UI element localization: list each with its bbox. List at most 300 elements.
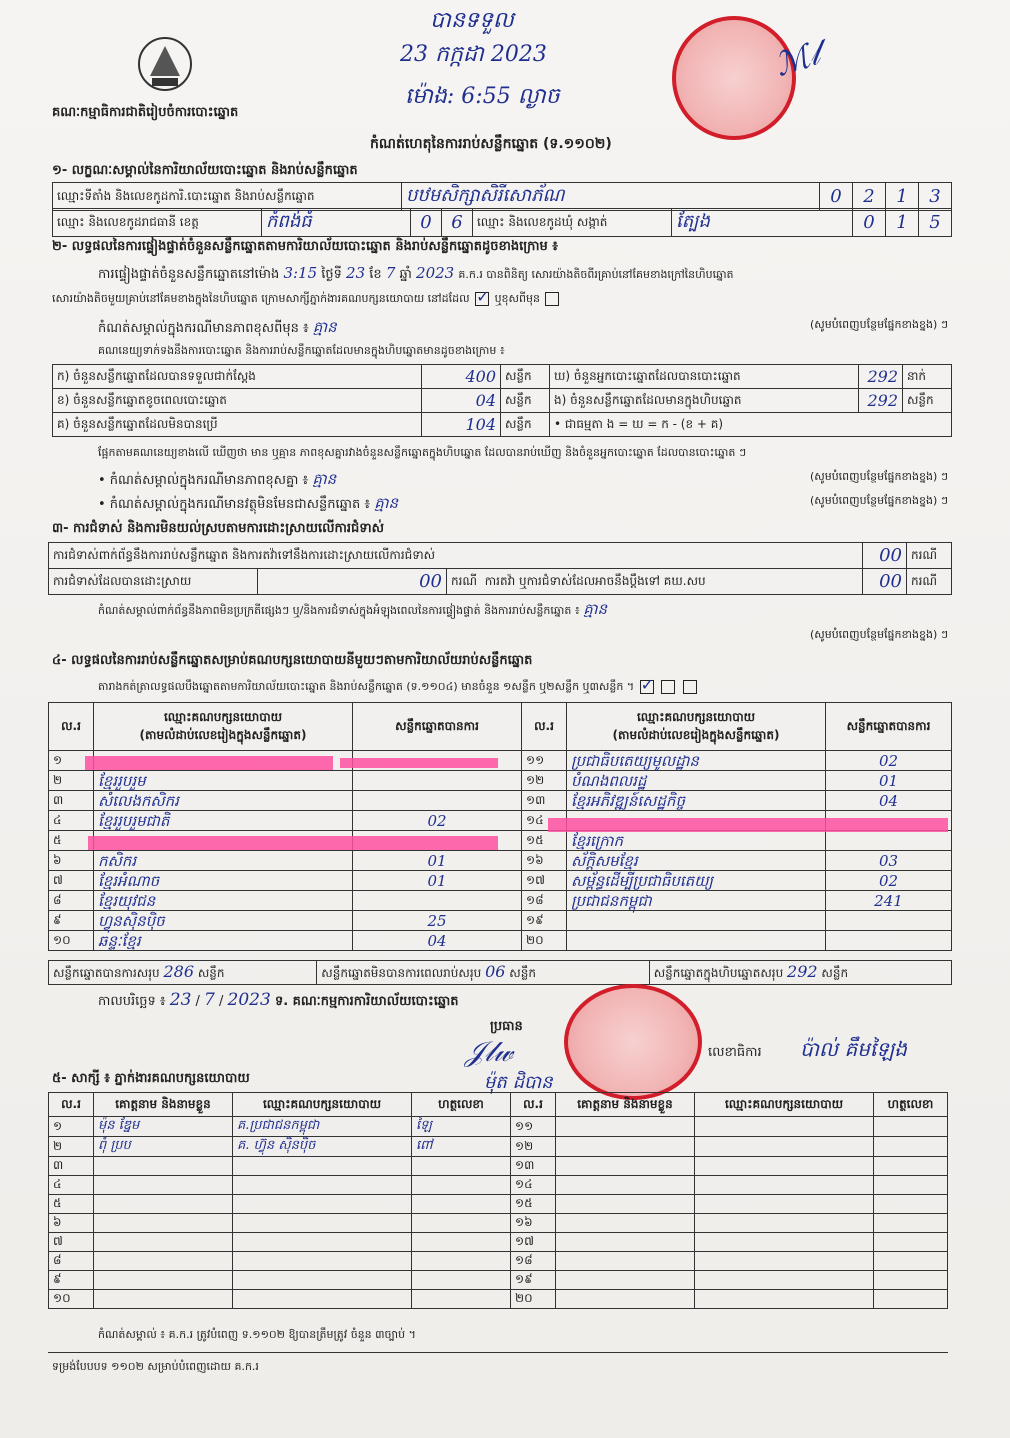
result-party-left: ខ្មែរយុវជន: [94, 891, 353, 911]
acct-right-value: 292: [859, 389, 903, 413]
s3-row2-right-label: ការតវ៉ា ឬការជំទាស់ដែលអាចនឹងប្ដឹងទៅ គឃ.សប: [484, 573, 706, 588]
s2-month-label: ខែ: [369, 267, 382, 282]
result-votes-left: 25: [353, 911, 522, 931]
result-votes-left: 02: [353, 811, 522, 831]
total-valid-unit: សន្លឹក: [197, 966, 225, 980]
highlight-row-14: [548, 818, 948, 832]
witness-sign-left: [412, 1290, 511, 1309]
result-votes-left: [353, 791, 522, 811]
w-col-no-right: ល.រ: [511, 1093, 556, 1117]
witness-name-left: ពុំ ប្រប: [94, 1137, 233, 1157]
witness-name-left: [94, 1290, 233, 1309]
witness-no-right: ១៨: [511, 1252, 556, 1271]
results-row: [49, 771, 952, 791]
one-sheet-checkbox[interactable]: [640, 680, 654, 694]
witness-party-left: គ. ហ៊្វុន ស៊ិនប៉ិច: [233, 1137, 412, 1157]
official-stamp-top: [672, 16, 796, 140]
result-no-left: ៨: [49, 891, 94, 911]
result-votes-left: [353, 891, 522, 911]
two-sheet-checkbox[interactable]: [661, 680, 675, 694]
s1-code-digit: 1: [886, 183, 919, 211]
result-party-right: [567, 911, 826, 931]
s2-month: 7: [385, 264, 396, 282]
result-votes-left: 04: [353, 931, 522, 951]
witness-party-left: [233, 1176, 412, 1195]
result-party-left: កសិករ: [94, 851, 353, 871]
result-votes-right: 03: [826, 851, 952, 871]
form-title: កំណត់ហេតុនៃការរាប់សន្លឹកឆ្នោត (ទ.១១០២): [370, 136, 612, 152]
acct-left-label: គ) ចំនួនសន្លឹកឆ្នោតដែលមិនបានប្រើ: [53, 413, 422, 437]
results-row: [49, 871, 952, 891]
witness-sign-right: [874, 1176, 948, 1195]
result-no-left: ៣: [49, 791, 94, 811]
s2-year-label: ឆ្នាំ: [399, 267, 412, 282]
result-party-left: ខ្មែរអំណាច: [94, 871, 353, 891]
section2-accounts-table: [52, 364, 952, 437]
result-no-right: ១៩: [522, 911, 567, 931]
result-votes-left: 01: [353, 871, 522, 891]
witness-row: [49, 1214, 948, 1233]
witness-no-right: ១៩: [511, 1271, 556, 1290]
col-party-left-sub: (តាមលំដាប់លេខរៀងក្នុងសន្លឹកឆ្នោត): [139, 727, 307, 742]
total-box-cell: [649, 961, 951, 985]
s1-commune-value: ត្បែង: [672, 209, 853, 237]
s3-row1-unit: ករណី: [907, 543, 952, 569]
s1-commune-digit: 1: [886, 209, 919, 237]
total-valid-cell: [49, 961, 317, 985]
witness-sign-right: [874, 1233, 948, 1252]
witness-row: [49, 1137, 948, 1157]
signature-top: ℳ𝓁: [770, 34, 825, 85]
witness-party-right: [695, 1252, 874, 1271]
highlight-row-1-votes: [340, 758, 498, 768]
s2-line1: [98, 264, 734, 285]
result-no-right: ១១: [522, 751, 567, 771]
witness-name-left: [94, 1271, 233, 1290]
s2-note2-label: • កំណត់សម្គាល់ក្នុងករណីមានវត្ថុមិនមែនជាសន្លឹកឆ្នោត ៖: [98, 497, 371, 512]
results-row: [49, 791, 952, 811]
result-no-right: ១២: [522, 771, 567, 791]
witness-name-left: [94, 1195, 233, 1214]
witness-sign-left: [412, 1214, 511, 1233]
result-no-left: ៩: [49, 911, 94, 931]
result-party-right: ខ្មែរក្រោក: [567, 831, 826, 851]
w-col-name-right: គោត្តនាម និងនាមខ្លួន: [556, 1093, 695, 1117]
witness-party-left: [233, 1290, 412, 1309]
s2-diff-text: ផ្អែកតាមគណនេយ្យខាងលើ ឃើញថា មាន ឬគ្មាន ភាពខុសគ្នារវាងចំនួនសន្លឹកឆ្នោតក្នុងហិបឆ្នោត ដែលបានរាប់ឃើញ និងចំនួនអ្នកបោះឆ្នោត ដែលបានបោះឆ្នោត ៗ: [98, 446, 747, 459]
s2-line1-prefix: ការផ្ទៀងផ្ទាត់ចំនួនសន្លឹកឆ្នោតនៅម៉ោង: [98, 267, 280, 282]
section2-title: ២- លទ្ធផលនៃការផ្ទៀងផ្ទាត់ចំនួនសន្លឹកឆ្នោតតាមការិយាល័យបោះឆ្នោត និងរាប់សន្លឹកឆ្នោតដូចខាងក្រោម ៖: [52, 239, 558, 254]
result-votes-right: 02: [826, 871, 952, 891]
w-col-sign-left: ហត្ថលេខា: [412, 1093, 511, 1117]
s1-code-digit: 0: [820, 183, 853, 211]
s3-row2-label: ការជំទាស់ដែលបានដោះស្រាយ: [49, 569, 258, 595]
total-invalid-cell: [317, 961, 649, 985]
total-valid-label: សន្លឹកឆ្នោតបានការសរុប: [53, 966, 160, 980]
date-label: កាលបរិច្ឆេទ ៖: [98, 994, 166, 1009]
s1-row1-value: បឋមសិក្សាសិរីសោភ័ណ: [402, 183, 820, 211]
s2-day-label: ថ្ងៃទី: [321, 267, 342, 282]
chair-signature: 𝒥𝓁𝓌: [465, 1035, 514, 1068]
s1-province-digit: 0: [411, 209, 442, 237]
witness-name-right: [556, 1195, 695, 1214]
witness-party-left: [233, 1233, 412, 1252]
witness-no-left: ៧: [49, 1233, 94, 1252]
witness-party-left: [233, 1195, 412, 1214]
acct-right-label: ឃ) ចំនួនអ្នកបោះឆ្នោតដែលបានបោះឆ្នោត: [550, 365, 859, 389]
w-col-party-right: ឈ្មោះគណបក្សនយោបាយ: [695, 1093, 874, 1117]
witness-name-left: [94, 1157, 233, 1176]
result-no-right: ១៨: [522, 891, 567, 911]
witness-name-right: [556, 1117, 695, 1137]
col-party-left: [94, 703, 353, 751]
witness-no-left: ៦: [49, 1214, 94, 1233]
s1-commune-digit: 0: [853, 209, 886, 237]
witness-no-left: ៤: [49, 1176, 94, 1195]
committee-name: គណៈកម្មាធិការជាតិរៀបចំការបោះឆ្នោត: [52, 105, 239, 120]
secretary-title: លេខាធិការ: [708, 1045, 762, 1060]
results-row: [49, 851, 952, 871]
witness-party-right: [695, 1137, 874, 1157]
s3-note-value: គ្មាន: [583, 600, 608, 618]
acct-left-unit: សន្លឹក: [501, 389, 550, 413]
result-party-right: [567, 931, 826, 951]
date-month: 7: [204, 990, 215, 1010]
witness-party-left: [233, 1252, 412, 1271]
accounts-row: [53, 389, 952, 413]
result-no-left: ៦: [49, 851, 94, 871]
section3-table: [48, 542, 952, 595]
secretary-name: ប៉ាល់ គឹមឡៃង: [800, 1037, 907, 1061]
witness-no-right: ១១: [511, 1117, 556, 1137]
results-row: [49, 891, 952, 911]
witness-name-right: [556, 1137, 695, 1157]
date-day: 23: [169, 990, 192, 1010]
result-no-left: ១: [49, 751, 94, 771]
witness-sign-right: [874, 1252, 948, 1271]
results-totals: [48, 960, 952, 985]
section4-title: ៤- លទ្ធផលនៃការរាប់សន្លឹកឆ្នោតសម្រាប់គណបក្សនយោបាយនីមួយៗតាមការិយាល័យរាប់សន្លឹកឆ្នោត: [52, 653, 533, 668]
result-votes-right: 04: [826, 791, 952, 811]
s3-row2-value: 00: [258, 569, 447, 595]
s2-note1-label: • កំណត់សម្គាល់ក្នុងករណីមានភាពខុសគ្នា ៖: [98, 473, 309, 488]
received-label: បានទទួល: [430, 8, 514, 33]
result-votes-right: 02: [826, 751, 952, 771]
committee-label: ទ. គណៈកម្មការការិយាល័យបោះឆ្នោត: [274, 994, 459, 1009]
form-reference: ទម្រង់បែបបទ ១១០២ សម្រាប់បំពេញដោយ គ.ក.រ: [52, 1360, 259, 1373]
acct-left-value: 104: [422, 413, 501, 437]
total-invalid-value: 06: [485, 962, 506, 981]
witness-name-left: [94, 1233, 233, 1252]
acct-right-unit: នាក់: [903, 365, 952, 389]
s1-province-digit: 6: [442, 209, 473, 237]
col-no-right: ល.រ: [522, 703, 567, 751]
same-checkbox[interactable]: [475, 292, 489, 306]
s2-note1-value: គ្មាន: [312, 470, 337, 488]
witness-party-right: [695, 1157, 874, 1176]
witness-name-right: [556, 1233, 695, 1252]
s3-row2-right-unit: ករណី: [907, 569, 952, 595]
acct-left-label: ខ) ចំនួនសន្លឹកឆ្នោតខូចពេលបោះឆ្នោត: [53, 389, 422, 413]
witness-name-left: [94, 1252, 233, 1271]
s3-note-line: [98, 600, 607, 622]
s5-footer-note: កំណត់សម្គាល់ ៖ គ.ក.រ ត្រូវបំពេញ ទ.១១០២ ឱ្យបានត្រឹមត្រូវ ចំនួន ៣ច្បាប់ ។: [98, 1328, 416, 1341]
witness-no-left: ៥: [49, 1195, 94, 1214]
s3-row2-mid: [447, 569, 863, 595]
result-votes-right: 241: [826, 891, 952, 911]
s2-line3-note: (សូមបំពេញបន្ថែមផ្នែកខាងខ្នង) ៗ: [809, 318, 948, 331]
result-votes-right: [826, 931, 952, 951]
witness-sign-left: ពៅ: [412, 1137, 511, 1157]
s4-intro: [98, 680, 699, 696]
result-votes-right: [826, 831, 952, 851]
witness-party-right: [695, 1290, 874, 1309]
total-invalid-unit: សន្លឹក: [509, 966, 536, 980]
received-date: 23 កក្កដា 2023: [400, 42, 547, 67]
acct-right-value: 292: [859, 365, 903, 389]
accounts-row: [53, 365, 952, 389]
s3-row2-unit: ករណី: [451, 573, 478, 588]
result-party-left: សំលេងកសិករ: [94, 791, 353, 811]
witness-no-left: ៨: [49, 1252, 94, 1271]
result-party-left: ហ្វុនស៊ិនប៉ិច: [94, 911, 353, 931]
witness-row: [49, 1176, 948, 1195]
witness-row: [49, 1233, 948, 1252]
total-box-unit: សន្លឹក: [821, 966, 849, 980]
result-no-left: ៧: [49, 871, 94, 891]
witness-sign-left: [412, 1157, 511, 1176]
result-votes-right: [826, 911, 952, 931]
acct-left-value: 04: [422, 389, 501, 413]
witness-name-left: ម៉ុន ឌ្នែម: [94, 1117, 233, 1137]
witness-no-right: ១២: [511, 1137, 556, 1157]
s2-note1: [98, 470, 948, 492]
witness-party-left: [233, 1157, 412, 1176]
result-no-right: ១៣: [522, 791, 567, 811]
witness-sign-left: [412, 1195, 511, 1214]
footer-divider: [48, 1352, 948, 1353]
s2-diff-line: [98, 446, 746, 462]
col-party-right: [567, 703, 826, 751]
official-stamp-bottom: [564, 984, 702, 1100]
witness-no-right: ១៧: [511, 1233, 556, 1252]
s3-row1-value: 00: [862, 543, 906, 569]
result-no-right: ១៤: [522, 811, 567, 831]
s1-code-digit: 2: [853, 183, 886, 211]
witness-name-right: [556, 1157, 695, 1176]
result-party-left: ខ្មែររួបរួម: [94, 771, 353, 791]
witness-name-right: [556, 1271, 695, 1290]
result-party-right: បំណងពលរដ្ឋ: [567, 771, 826, 791]
result-votes-left: [353, 771, 522, 791]
result-no-left: ២: [49, 771, 94, 791]
s2-line2-text: សោរយ៉ាងតិចមួយគ្រាប់នៅគែមខាងក្នុងនៃហិបឆ្នោត ក្រោមសាក្សីភ្នាក់ងារគណបក្សនយោបាយ នៅដដែល: [52, 292, 470, 305]
signing-date: កាលបរិច្ឆេទ ៖ 23 / 7 / 2023 ទ. គណៈកម្មការការិយាល័យបោះឆ្នោត: [98, 990, 459, 1010]
section3-title: ៣- ការជំទាស់ និងការមិនយល់ស្របតាមការដោះស្រាយលើការជំទាស់: [52, 521, 384, 536]
result-no-left: ១០: [49, 931, 94, 951]
result-party-right: ប្រជាជនកម្ពុជា: [567, 891, 826, 911]
witness-row: [49, 1271, 948, 1290]
witness-name-right: [556, 1252, 695, 1271]
witness-row: [49, 1252, 948, 1271]
witness-name-right: [556, 1290, 695, 1309]
s1-row1-label: ឈ្មោះទីតាំង និងលេខកូដការិ.បោះឆ្នោត និងរាប់សន្លឹកឆ្នោត: [53, 183, 402, 211]
changed-checkbox[interactable]: [545, 292, 559, 306]
result-votes-right: 01: [826, 771, 952, 791]
witness-party-left: គ.ប្រជាជនកម្ពុជា: [233, 1117, 412, 1137]
s3-note-text: កំណត់សម្គាល់ពាក់ព័ន្ធនឹងភាពមិនប្រក្រតីផ្សេងៗ ឬ/និងការជំទាស់ក្នុងអំឡុងពេលនៃការផ្ទៀងផ្ទាត់ និងការរាប់សន្លឹកឆ្នោត ៖: [98, 604, 580, 617]
s2-note1-suffix: (សូមបំពេញបន្ថែមផ្នែកខាងខ្នង) ៗ: [809, 470, 948, 483]
witness-name-right: [556, 1214, 695, 1233]
witness-party-right: [695, 1233, 874, 1252]
w-col-no-left: ល.រ: [49, 1093, 94, 1117]
acct-right-label: ង) ចំនួនសន្លឹកឆ្នោតដែលមានក្នុងហិបឆ្នោត: [550, 389, 859, 413]
result-party-left: ឆន្ទៈខ្មែរ: [94, 931, 353, 951]
witness-name-right: [556, 1176, 695, 1195]
w-col-name-left: គោត្តនាម និងនាមខ្លួន: [94, 1093, 233, 1117]
section1-table-row2: [52, 208, 952, 237]
result-party-right: ប្រជាធិបតេយ្យមូលដ្ឋាន: [567, 751, 826, 771]
s4-intro-text: តារាងកត់ត្រាលទ្ធផលបឹងឆ្នោតតាមការិយាល័យបោះឆ្នោត និងរាប់សន្លឹកឆ្នោត (ទ.១១០៤) មានចំនួន ១សន្លឹក ឬ២សន្លឹក ឬ៣សន្លឹក ។: [98, 680, 635, 693]
result-no-left: ៤: [49, 811, 94, 831]
result-no-right: ១៦: [522, 851, 567, 871]
s2-line1-suffix: គ.ក.រ បានពិនិត្យ សោរយ៉ាងតិចពីរគ្រាប់នៅគែមខាងក្រៅនៃហិបឆ្នោត: [458, 268, 734, 281]
s1-commune-label: ឈ្មោះ និងលេខកូដឃុំ សង្កាត់: [473, 209, 672, 237]
witness-sign-left: [412, 1252, 511, 1271]
acct-left-value: 400: [422, 365, 501, 389]
chair-name: ម៉ុត ដិបាន: [484, 1072, 553, 1093]
results-row: [49, 911, 952, 931]
witness-party-left: [233, 1271, 412, 1290]
witness-no-left: ២: [49, 1137, 94, 1157]
section5-title: ៥- សាក្សី ៖ ភ្នាក់ងារគណបក្សនយោបាយ: [52, 1071, 250, 1086]
witness-party-right: [695, 1214, 874, 1233]
witness-no-left: ១០: [49, 1290, 94, 1309]
col-votes-right: សន្លឹកឆ្នោតបានការ: [826, 703, 952, 751]
result-no-right: ១៥: [522, 831, 567, 851]
s2-note2: [98, 494, 948, 516]
s2-line3: [98, 318, 948, 340]
result-votes-left: 01: [353, 851, 522, 871]
witness-party-right: [695, 1176, 874, 1195]
result-party-left: ខ្មែររួបរួមជាតិ: [94, 811, 353, 831]
witness-sign-right: [874, 1157, 948, 1176]
result-party-right: សម្ព័ន្ធដើម្បីប្រជាធិបតេយ្យ: [567, 871, 826, 891]
total-box-value: 292: [787, 962, 818, 981]
s1-row2-value: កំពង់ធំ: [262, 209, 411, 237]
col-votes-left: សន្លឹកឆ្នោតបានការ: [353, 703, 522, 751]
witness-no-left: ១: [49, 1117, 94, 1137]
w-col-sign-right: ហត្ថលេខា: [874, 1093, 948, 1117]
received-time: ម៉ោង: 6:55 ល្ងាច: [405, 84, 560, 109]
result-no-right: ២០: [522, 931, 567, 951]
witness-sign-right: [874, 1290, 948, 1309]
s2-time: 3:15: [283, 264, 318, 282]
result-party-right: ស័ក្តិសមខ្មែរ: [567, 851, 826, 871]
witness-name-left: [94, 1214, 233, 1233]
s2-year: 2023: [416, 264, 455, 282]
witness-no-left: ៣: [49, 1157, 94, 1176]
total-box-label: សន្លឹកឆ្នោតក្នុងហិបឆ្នោតសរុប: [653, 966, 784, 980]
s2-line2: [52, 292, 561, 308]
s3-note-suffix: (សូមបំពេញបន្ថែមផ្នែកខាងខ្នង) ៗ: [809, 628, 948, 641]
s1-row2-label: ឈ្មោះ និងលេខកូដរាជធានី ខេត្ត: [53, 209, 262, 237]
col-party-right-title: ឈ្មោះគណបក្សនយោបាយ: [636, 709, 756, 724]
s2-note2-suffix: (សូមបំពេញបន្ថែមផ្នែកខាងខ្នង) ៗ: [809, 494, 948, 507]
witness-no-right: ១៥: [511, 1195, 556, 1214]
chair-title: ប្រធាន: [490, 1019, 523, 1034]
s2-line3-value: គ្មាន: [312, 318, 337, 336]
witness-party-right: [695, 1195, 874, 1214]
acct-left-label: ក) ចំនួនសន្លឹកឆ្នោតដែលបានទទួលជាក់ស្ដែង: [53, 365, 422, 389]
date-year: 2023: [227, 990, 271, 1010]
witness-sign-left: [412, 1271, 511, 1290]
witness-sign-right: [874, 1195, 948, 1214]
section1-table: [52, 182, 952, 211]
acct-left-unit: សន្លឹក: [501, 365, 550, 389]
results-row: [49, 931, 952, 951]
witness-name-left: [94, 1176, 233, 1195]
col-no-left: ល.រ: [49, 703, 94, 751]
witness-sign-left: [412, 1176, 511, 1195]
witness-table: [48, 1092, 948, 1309]
witness-no-right: ១៦: [511, 1214, 556, 1233]
s2-day: 23: [346, 264, 366, 282]
col-party-left-title: ឈ្មោះគណបក្សនយោបាយ: [163, 709, 283, 724]
witness-sign-right: [874, 1117, 948, 1137]
col-party-right-sub: (តាមលំដាប់លេខរៀងក្នុងសន្លឹកឆ្នោត): [612, 727, 780, 742]
witness-row: [49, 1195, 948, 1214]
result-no-left: ៥: [49, 831, 94, 851]
s3-row2-right-value: 00: [862, 569, 906, 595]
witness-no-right: ២០: [511, 1290, 556, 1309]
s1-code-digit: 3: [919, 183, 952, 211]
committee-emblem-icon: [130, 36, 200, 98]
witness-party-right: [695, 1117, 874, 1137]
w-col-party-left: ឈ្មោះគណបក្សនយោបាយ: [233, 1093, 412, 1117]
witness-party-left: [233, 1214, 412, 1233]
result-no-right: ១៧: [522, 871, 567, 891]
witness-no-right: ១៣: [511, 1157, 556, 1176]
witness-sign-left: ឡៃ: [412, 1117, 511, 1137]
witness-row: [49, 1290, 948, 1309]
acct-left-unit: សន្លឹក: [501, 413, 550, 437]
witness-sign-right: [874, 1271, 948, 1290]
s1-commune-digit: 5: [919, 209, 952, 237]
three-sheet-checkbox[interactable]: [683, 680, 697, 694]
total-invalid-label: សន្លឹកឆ្នោតមិនបានការពេលរាប់សរុប: [321, 966, 482, 980]
witness-row: [49, 1157, 948, 1176]
witness-sign-left: [412, 1233, 511, 1252]
witness-party-right: [695, 1271, 874, 1290]
section1-title: ១- លក្ខណៈសម្គាល់នៃការិយាល័យបោះឆ្នោត និងរាប់សន្លឹកឆ្នោត: [52, 163, 358, 178]
result-party-right: ខ្មែរអភិវឌ្ឍន៍សេដ្ឋកិច្ច: [567, 791, 826, 811]
s2-line4: គណនេយ្យទាក់ទងនឹងការបោះឆ្នោត និងការរាប់សន្លឹកឆ្នោតដែលមានក្នុងហិបឆ្នោតមានដូចខាងក្រោម ៖: [98, 344, 505, 357]
total-valid-value: 286: [163, 962, 195, 981]
highlight-row-1: [85, 756, 333, 770]
s2-line3-label: កំណត់សម្គាល់ក្នុងករណីមានភាពខុសពីមុន ៖: [98, 321, 309, 336]
witness-row: [49, 1117, 948, 1137]
acct-formula: • ជាធម្មតា ង = ឃ = ក - (ខ + គ): [550, 413, 952, 437]
witness-sign-right: [874, 1214, 948, 1233]
s2-note2-value: គ្មាន: [374, 494, 399, 512]
witness-no-right: ១៤: [511, 1176, 556, 1195]
accounts-row: [53, 413, 952, 437]
highlight-row-5: [88, 836, 498, 850]
witness-no-left: ៩: [49, 1271, 94, 1290]
s2-changed-label: ឬខុសពីមុន: [494, 292, 540, 305]
witness-sign-right: [874, 1137, 948, 1157]
